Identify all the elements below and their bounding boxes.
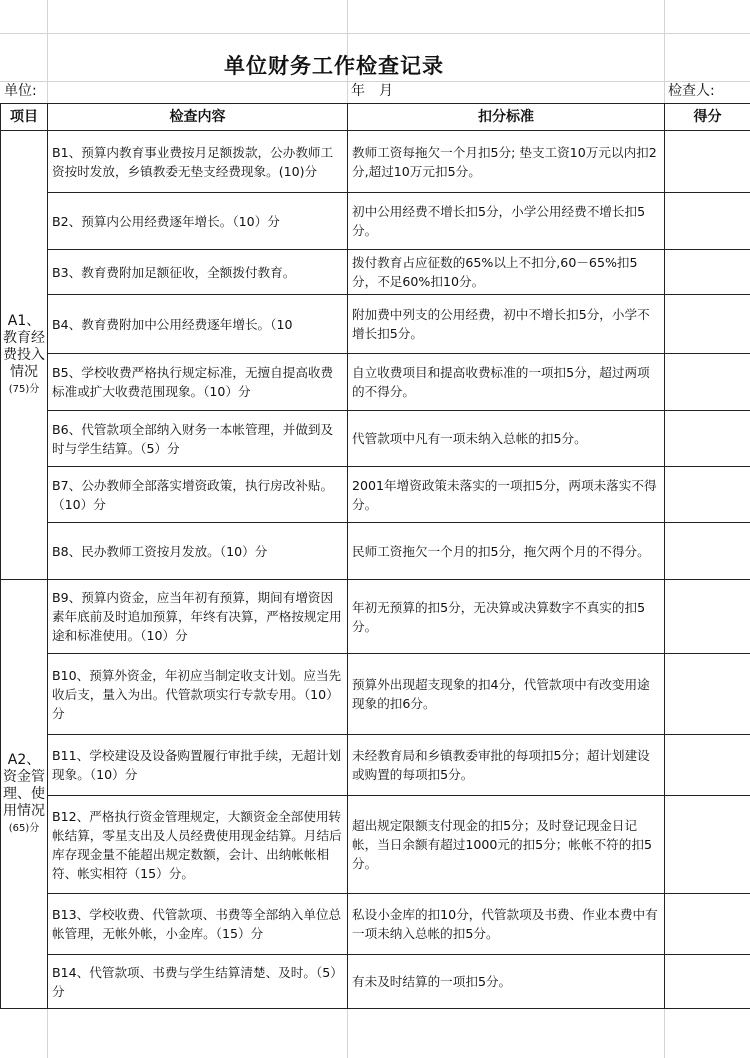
check-content: B7、公办教师全部落实增资政策，执行房改补贴。（10）分: [48, 467, 348, 523]
score-cell[interactable]: [665, 894, 750, 955]
table-row: [1, 193, 750, 250]
category-title: A1、教育经费投入情况: [3, 312, 45, 380]
score-cell[interactable]: [665, 955, 750, 1009]
check-content: B3、教育费附加足额征收，全额拨付教育。: [48, 250, 348, 295]
deduction-standard: 私设小金库的扣10分，代管款项及书费、作业本费中有一项未纳入总帐的扣5分。: [348, 894, 665, 955]
table-header-row: [1, 104, 750, 131]
check-content: B1、预算内教育事业费按月足额拨款，公办教师工资按时发放，乡镇教委无垫支经费现象。(10)分: [48, 131, 348, 193]
inspection-table: [0, 103, 750, 1009]
deduction-standard: 附加费中列支的公用经费，初中不增长扣5分，小学不增长扣5分。: [348, 295, 665, 354]
deduction-standard: 有未及时结算的一项扣5分。: [348, 955, 665, 1009]
score-cell[interactable]: [665, 131, 750, 193]
score-cell[interactable]: [665, 354, 750, 411]
score-cell[interactable]: [665, 580, 750, 654]
score-cell[interactable]: [665, 193, 750, 250]
page-title: 单位财务工作检查记录: [224, 54, 444, 78]
deduction-standard: 拨付教育占应征数的65%以上不扣分,60－65%扣5分，不足60%扣10分。: [348, 250, 665, 295]
category-points: (75)分: [8, 383, 40, 395]
score-cell[interactable]: [665, 295, 750, 354]
table-row: [1, 467, 750, 523]
category-a1: [1, 131, 48, 580]
col-header-item: 项目: [1, 104, 48, 131]
deduction-standard: 代管款项中凡有一项未纳入总帐的扣5分。: [348, 411, 665, 467]
score-cell[interactable]: [665, 250, 750, 295]
check-content: B12、严格执行资金管理规定，大额资金全部使用转帐结算，零星支出及人员经费使用现金结算。月结后库存现金量不能超出规定数额，会计、出纳帐帐相符、帐实相符（15）分。: [48, 796, 348, 894]
deduction-standard: 未经教育局和乡镇教委审批的每项扣5分；超计划建设或购置的每项扣5分。: [348, 735, 665, 796]
deduction-standard: 预算外出现超支现象的扣4分，代管款项中有改变用途现象的扣6分。: [348, 654, 665, 735]
table-row: [1, 131, 750, 193]
table-row: [1, 735, 750, 796]
check-content: B13、学校收费、代管款项、书费等全部纳入单位总帐管理，无帐外帐，小金库。（15）分: [48, 894, 348, 955]
check-content: B4、教育费附加中公用经费逐年增长。（10: [48, 295, 348, 354]
deduction-standard: 自立收费项目和提高收费标准的一项扣5分，超过两项的不得分。: [348, 354, 665, 411]
deduction-standard: 教师工资每拖欠一个月扣5分; 垫支工资10万元以内扣2分,超过10万元扣5分。: [348, 131, 665, 193]
check-content: B8、民办教师工资按月发放。（10）分: [48, 523, 348, 580]
deduction-standard: 初中公用经费不增长扣5分，小学公用经费不增长扣5分。: [348, 193, 665, 250]
check-content: B9、预算内资金，应当年初有预算，期间有增资因素年底前及时追加预算，年终有决算，严格按规定用途和标准使用。（10）分: [48, 580, 348, 654]
deduction-standard: 超出规定限额支付现金的扣5分；及时登记现金日记帐，当日余额有超过1000元的扣5分；帐帐不符的扣5分。: [348, 796, 665, 894]
category-title: A2、资金管理、使用情况: [3, 751, 45, 819]
check-content: B5、学校收费严格执行规定标准，无擅自提高收费标准或扩大收费范围现象。（10）分: [48, 354, 348, 411]
check-content: B10、预算外资金，年初应当制定收支计划。应当先收后支，量入为出。代管款项实行专款专用。（10）分: [48, 654, 348, 735]
deduction-standard: 2001年增资政策未落实的一项扣5分，两项未落实不得分。: [348, 467, 665, 523]
check-content: B11、学校建设及设备购置履行审批手续，无超计划现象。（10）分: [48, 735, 348, 796]
deduction-standard: 民师工资拖欠一个月的扣5分，拖欠两个月的不得分。: [348, 523, 665, 580]
check-content: B14、代管款项、书费与学生结算清楚、及时。（5）分: [48, 955, 348, 1009]
table-row: [1, 295, 750, 354]
table-row: [1, 796, 750, 894]
table-row: [1, 354, 750, 411]
score-cell[interactable]: [665, 467, 750, 523]
category-a2: [1, 580, 48, 1009]
score-cell[interactable]: [665, 796, 750, 894]
date-label: 年 月: [351, 83, 393, 99]
table-row: [1, 894, 750, 955]
table-row: [1, 580, 750, 654]
col-header-content: 检查内容: [48, 104, 348, 131]
check-content: B6、代管款项全部纳入财务一本帐管理，并做到及时与学生结算。（5）分: [48, 411, 348, 467]
category-points: (65)分: [8, 822, 40, 834]
gridline: [0, 33, 750, 34]
check-content: B2、预算内公用经费逐年增长。（10）分: [48, 193, 348, 250]
col-header-score: 得分: [665, 104, 750, 131]
deduction-standard: 年初无预算的扣5分，无决算或决算数字不真实的扣5分。: [348, 580, 665, 654]
table-row: [1, 654, 750, 735]
score-cell[interactable]: [665, 735, 750, 796]
score-cell[interactable]: [665, 654, 750, 735]
table-row: [1, 250, 750, 295]
table-row: [1, 955, 750, 1009]
inspector-label: 检查人:: [668, 83, 715, 99]
unit-label: 单位:: [4, 83, 37, 99]
table-row: [1, 523, 750, 580]
score-cell[interactable]: [665, 523, 750, 580]
table-row: [1, 411, 750, 467]
col-header-standard: 扣分标准: [348, 104, 665, 131]
score-cell[interactable]: [665, 411, 750, 467]
